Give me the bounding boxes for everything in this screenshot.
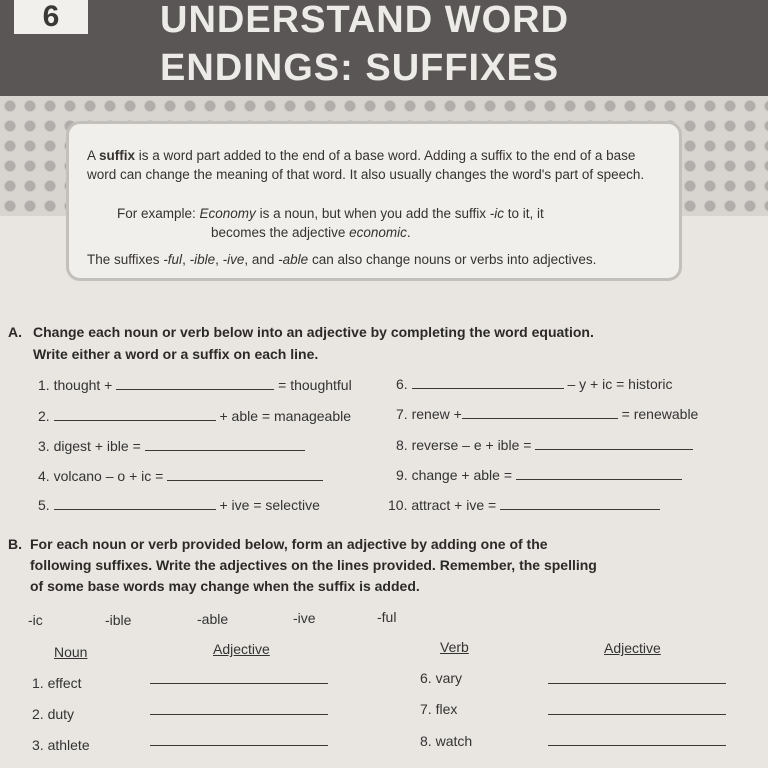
answer-blank[interactable] xyxy=(116,377,274,390)
question-a5: 5. + ive = selective xyxy=(38,497,320,513)
answer-blank[interactable] xyxy=(500,497,660,510)
lesson-number: 6 xyxy=(14,0,88,34)
page-title xyxy=(160,0,760,92)
adjective-blank[interactable] xyxy=(150,714,328,715)
title-line-1: UNDERSTAND WORD xyxy=(160,0,570,41)
section-b-line-3: of some base words may change when the suffix is added. xyxy=(30,578,420,594)
example-text: For example: Economy is a noun, but when you add the suffix -ic to it, it becomes the adjective economic. xyxy=(117,206,544,240)
suffix-option: -ic xyxy=(28,612,43,628)
lesson-header xyxy=(0,0,768,96)
answer-blank[interactable] xyxy=(412,376,564,389)
suffix-option: -ive xyxy=(293,610,316,626)
section-b-letter: B. xyxy=(8,536,22,552)
noun-item: 1. effect xyxy=(32,675,82,691)
question-a2: 2. + able = manageable xyxy=(38,408,352,424)
noun-item: 3. athlete xyxy=(32,737,90,753)
definition-box xyxy=(66,121,682,281)
section-a-letter: A. xyxy=(8,324,22,340)
question-a10: 10. attract + ive = xyxy=(388,497,660,513)
suffix-option: -ful xyxy=(377,609,397,625)
answer-blank[interactable] xyxy=(54,497,216,510)
suffix-definition: A suffix is a word part added to the end of a base word. Adding a suffix to the end of a base word can change the meaning of that word. It also usually changes the word's part of speech. xyxy=(87,148,645,182)
answer-blank[interactable] xyxy=(535,437,693,450)
suffix-term: suffix xyxy=(99,148,136,163)
question-a7: 7. renew + = renewable xyxy=(396,406,699,422)
column-header-adjective: Adjective xyxy=(213,641,270,657)
title-line-2: ENDINGS: SUFFIXES xyxy=(160,47,560,89)
answer-blank[interactable] xyxy=(145,438,305,451)
suffix-note: The suffixes -ful, -ible, -ive, and -able can also change nouns or verbs into adjectives. xyxy=(87,252,597,267)
answer-blank[interactable] xyxy=(54,408,216,421)
suffix-option: -able xyxy=(197,611,229,627)
question-a3: 3. digest + ible = xyxy=(38,438,305,454)
column-header-adjective-2: Adjective xyxy=(604,640,661,656)
verb-item: 8. watch xyxy=(420,733,473,749)
question-a4: 4. volcano – o + ic = xyxy=(38,468,323,484)
section-a-line-2: Write either a word or a suffix on each line. xyxy=(33,346,319,362)
question-a6: 6. – y + ic = historic xyxy=(396,376,673,392)
adjective-blank[interactable] xyxy=(548,745,726,746)
column-header-verb: Verb xyxy=(440,639,469,655)
question-a8: 8. reverse – e + ible = xyxy=(396,437,693,453)
adjective-blank[interactable] xyxy=(548,714,726,715)
suffix-option: -ible xyxy=(105,612,132,628)
section-b-line-1: For each noun or verb provided below, form an adjective by adding one of the xyxy=(30,536,548,552)
adjective-blank[interactable] xyxy=(548,683,726,684)
verb-item: 6. vary xyxy=(420,670,463,686)
adjective-blank[interactable] xyxy=(150,745,328,746)
section-b-line-2: following suffixes. Write the adjectives on the lines provided. Remember, the spelling xyxy=(30,557,597,573)
column-header-noun: Noun xyxy=(54,644,88,660)
answer-blank[interactable] xyxy=(167,468,323,481)
section-a-line-1: Change each noun or verb below into an adjective by completing the word equation. xyxy=(33,324,594,340)
noun-item: 2. duty xyxy=(32,706,75,722)
question-a9: 9. change + able = xyxy=(396,467,682,483)
answer-blank[interactable] xyxy=(462,406,618,419)
answer-blank[interactable] xyxy=(516,467,682,480)
adjective-blank[interactable] xyxy=(150,683,328,684)
question-a1: 1. thought + = thoughtful xyxy=(38,377,352,393)
verb-item: 7. flex xyxy=(420,701,458,717)
